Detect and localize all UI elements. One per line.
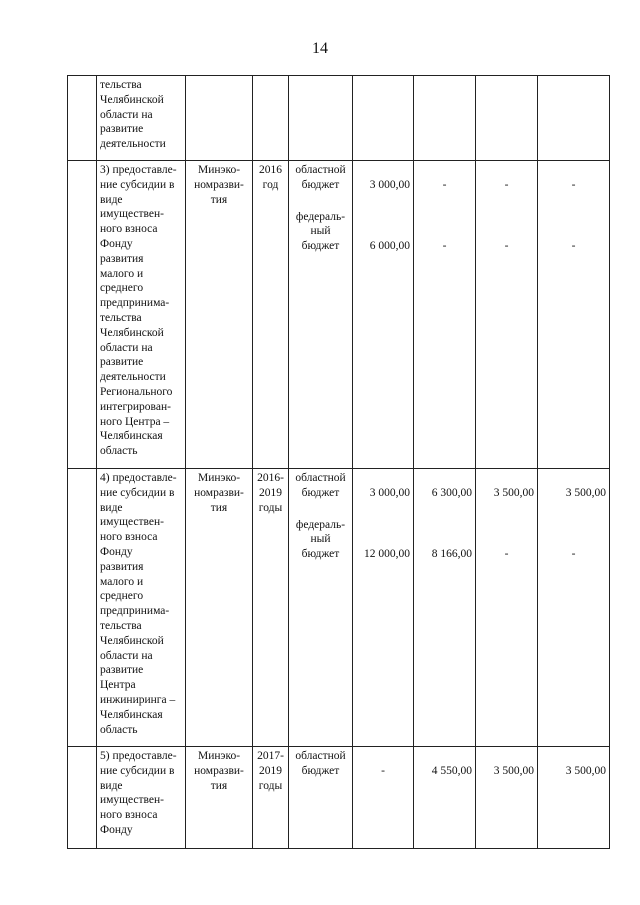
cell-amount: - - [538,161,610,469]
cell-amount: 4 550,00 [414,747,476,849]
budget-table [67,75,610,849]
page-number: 14 [312,40,328,57]
table-row [68,76,610,161]
cell-activity-name: 3) предоставле- ние субсидии в виде имуществен- ного взноса Фонду развития малого и среднего предпринима- тельства Челябинской области на развитие деятельности Регионального интегрирован- ного Центра – Челябинская область [97,161,186,469]
cell-amount: 3 500,00 - [476,469,538,747]
cell-executor [186,76,253,161]
cell-amount: 3 500,00 [538,747,610,849]
cell-amount: - [353,747,414,849]
cell-amount: 3 500,00 - [538,469,610,747]
cell-activity-name: 4) предоставле- ние субсидии в виде имуществен- ного взноса Фонду развития малого и среднего предпринима- тельства Челябинской области на развитие Центра инжиниринга – Челябинская область [97,469,186,747]
cell-source: областной бюджет федераль- ный бюджет [289,469,353,747]
cell-period: 2016 год [253,161,289,469]
cell-number [68,469,97,747]
cell-number [68,161,97,469]
cell-amount [538,76,610,161]
cell-source [289,76,353,161]
cell-executor: Минэко- номразви- тия [186,469,253,747]
cell-amount: - - [476,161,538,469]
cell-period: 2017- 2019 годы [253,747,289,849]
cell-activity-name: тельства Челябинской области на развитие деятельности [97,76,186,161]
cell-amount: 6 300,00 8 166,00 [414,469,476,747]
cell-amount: 3 000,00 12 000,00 [353,469,414,747]
cell-amount [476,76,538,161]
table-row [68,469,610,747]
cell-period [253,76,289,161]
cell-number [68,76,97,161]
cell-number [68,747,97,849]
cell-amount [353,76,414,161]
cell-source: областной бюджет федераль- ный бюджет [289,161,353,469]
cell-executor: Минэко- номразви- тия [186,161,253,469]
cell-source: областной бюджет [289,747,353,849]
cell-activity-name: 5) предоставле- ние субсидии в виде имуществен- ного взноса Фонду [97,747,186,849]
table-row [68,747,610,849]
cell-period: 2016- 2019 годы [253,469,289,747]
cell-amount: - - [414,161,476,469]
cell-amount [414,76,476,161]
cell-amount: 3 500,00 [476,747,538,849]
table-row [68,161,610,469]
cell-amount: 3 000,00 6 000,00 [353,161,414,469]
cell-executor: Минэко- номразви- тия [186,747,253,849]
